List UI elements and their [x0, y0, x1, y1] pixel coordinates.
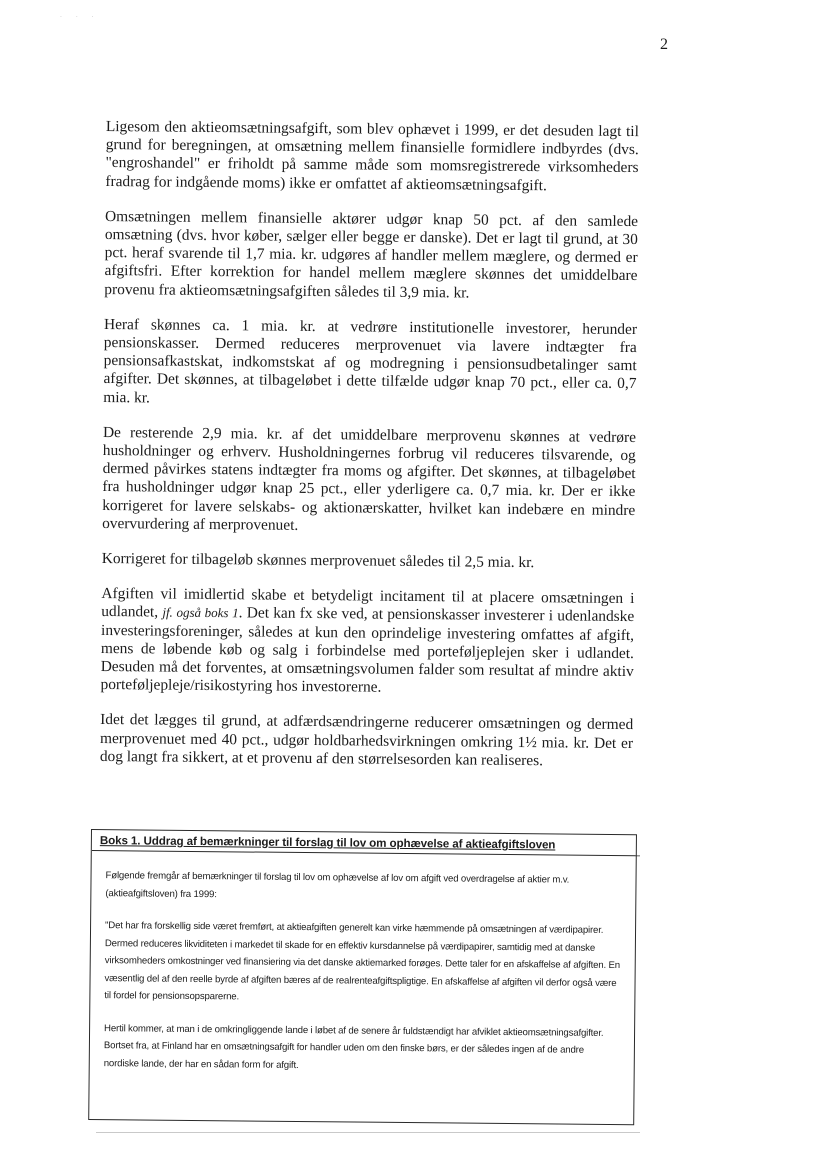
- box-reference: jf. også boks 1: [162, 605, 239, 621]
- paragraph-6-after: . Det kan fx ske ved, at pensionskasser investerer i udenlandske investeringsforeninger, således at kun den oprindelige investering omfattes af afgift, mens de løbende køb og salg i forbindelse med porteføljeplejen sker i udlandet. Desuden må det forventes, at omsætningsvolumen falder som resultat af mindre aktiv porteføljepleje/risikostyring hos investorerne.: [100, 604, 635, 696]
- page-number: 2: [660, 36, 668, 53]
- box-body: [90, 847, 636, 1077]
- paragraph-7: Idet det lægges til grund, at adfærdsændringerne reducerer omsætningen og dermed merprovenuet med 40 pct., udgør holdbarhedsvirkningen omkring 1½ mia. kr. Det er dog langt fra sikkert, at et provenu af den størrelsesorden kan realiseres.: [99, 711, 634, 770]
- box-intro: Følgende fremgår af bemærkninger til forslag til lov om ophævelse af lov om afgift ved overdragelse af aktier m.v. (aktieafgiftsloven) fra 1999:: [105, 870, 570, 900]
- body-text: [100, 118, 639, 788]
- paragraph-6: [100, 585, 634, 699]
- paragraph-6-before: Afgiften vil imidlertid skabe et betydeligt incitament til at placere omsætningen i udlandet,: [101, 585, 635, 621]
- box-1: [88, 829, 637, 1125]
- paragraph-5: Korrigeret for tilbageløb skønnes merprovenuet således til 2,5 mia. kr.: [101, 550, 535, 572]
- box-closing: Hertil kommer, at man i de omkringliggende lande i løbet af de senere år fuldstændigt har afviklet aktieomsætningsafgifter. Bortset fra, at Finland har en omsætningsafgift for handler uden om den finske børs, er der således ingen af de andre nordiske lande, der har en sådan form for afgift.: [103, 1022, 604, 1071]
- paragraph-3: Heraf skønnes ca. 1 mia. kr. at vedrøre institutionelle investorer, herunder pensionskasser. Dermed reduceres merprovenuet via lavere indtægter fra pensionsafkastskat, indkomstskat af og modregning i pensionsudbetalinger samt afgifter. Det skønnes, at tilbageløbet i dette tilfælde udgør knap 70 pct., eller ca. 0,7 mia. kr.: [103, 315, 638, 407]
- paragraph-4: De resterende 2,9 mia. kr. af det umiddelbare merprovenu skønnes at vedrøre husholdninger og erhverv. Husholdningernes forbrug vil reduceres tilsvarende, og dermed påvirkes statens indtægter fra moms og afgifter. Det skønnes, at tilbageløbet fra husholdninger udgør knap 25 pct., eller yderligere ca. 0,7 mia. kr. Der er ikke korrigeret for lavere selskabs- og aktionærskatter, hvilket kan indebære en mindre overvurdering af merprovenuet.: [102, 423, 637, 534]
- paragraph-2: Omsætningen mellem finansielle aktører udgør knap 50 pct. af den samlede omsætning (dvs. hvor køber, sælger eller begge er danske). Det er lagt til grund, at 30 pct. heraf svarende til 1,7 mia. kr. udgøres af handler mellem mæglere, og dermed er afgiftsfri. Efter korrektion for handel mellem mæglere skønnes det umiddelbare provenu fra aktieomsætningsafgiften således til 3,9 mia. kr.: [104, 207, 639, 302]
- box-quote: "Det har fra forskellig side været fremført, at aktieafgiften generelt kan virke hæmmende på omsætningen af værdipapirer. Dermed reduceres likviditeten i markedet til skade for en effektiv kursdannelse på værdipapirer, samtidig med at danske virksomheders omkostninger ved finansiering via det danske aktiemarked forøges. Dette taler for en afskaffelse af afgiften. En væsentlig del af den reelle byrde af afgiften bæres af de realrenteafgiftspligtige. En afskaffelse af afgiften vil derfor også være til fordel for pensionsopsparerne.: [104, 920, 621, 1003]
- scan-artifact-marks: · · ·: [60, 14, 100, 21]
- scan-bottom-rule: [96, 1132, 640, 1133]
- paragraph-1: Ligesom den aktieomsætningsafgift, som blev ophævet i 1999, er det desuden lagt til grund for beregningen, at omsætning mellem finansielle formidlere indbyrdes (dvs. "engroshandel" er friholdt på samme måde som momsregistrerede virksomheders fradrag for indgående moms) ikke er omfattet af aktieomsætningsafgift.: [105, 118, 639, 194]
- box-title: Boks 1. Uddrag af bemærkninger til forslag til lov om ophævelse af aktieafgiftsloven: [99, 834, 556, 852]
